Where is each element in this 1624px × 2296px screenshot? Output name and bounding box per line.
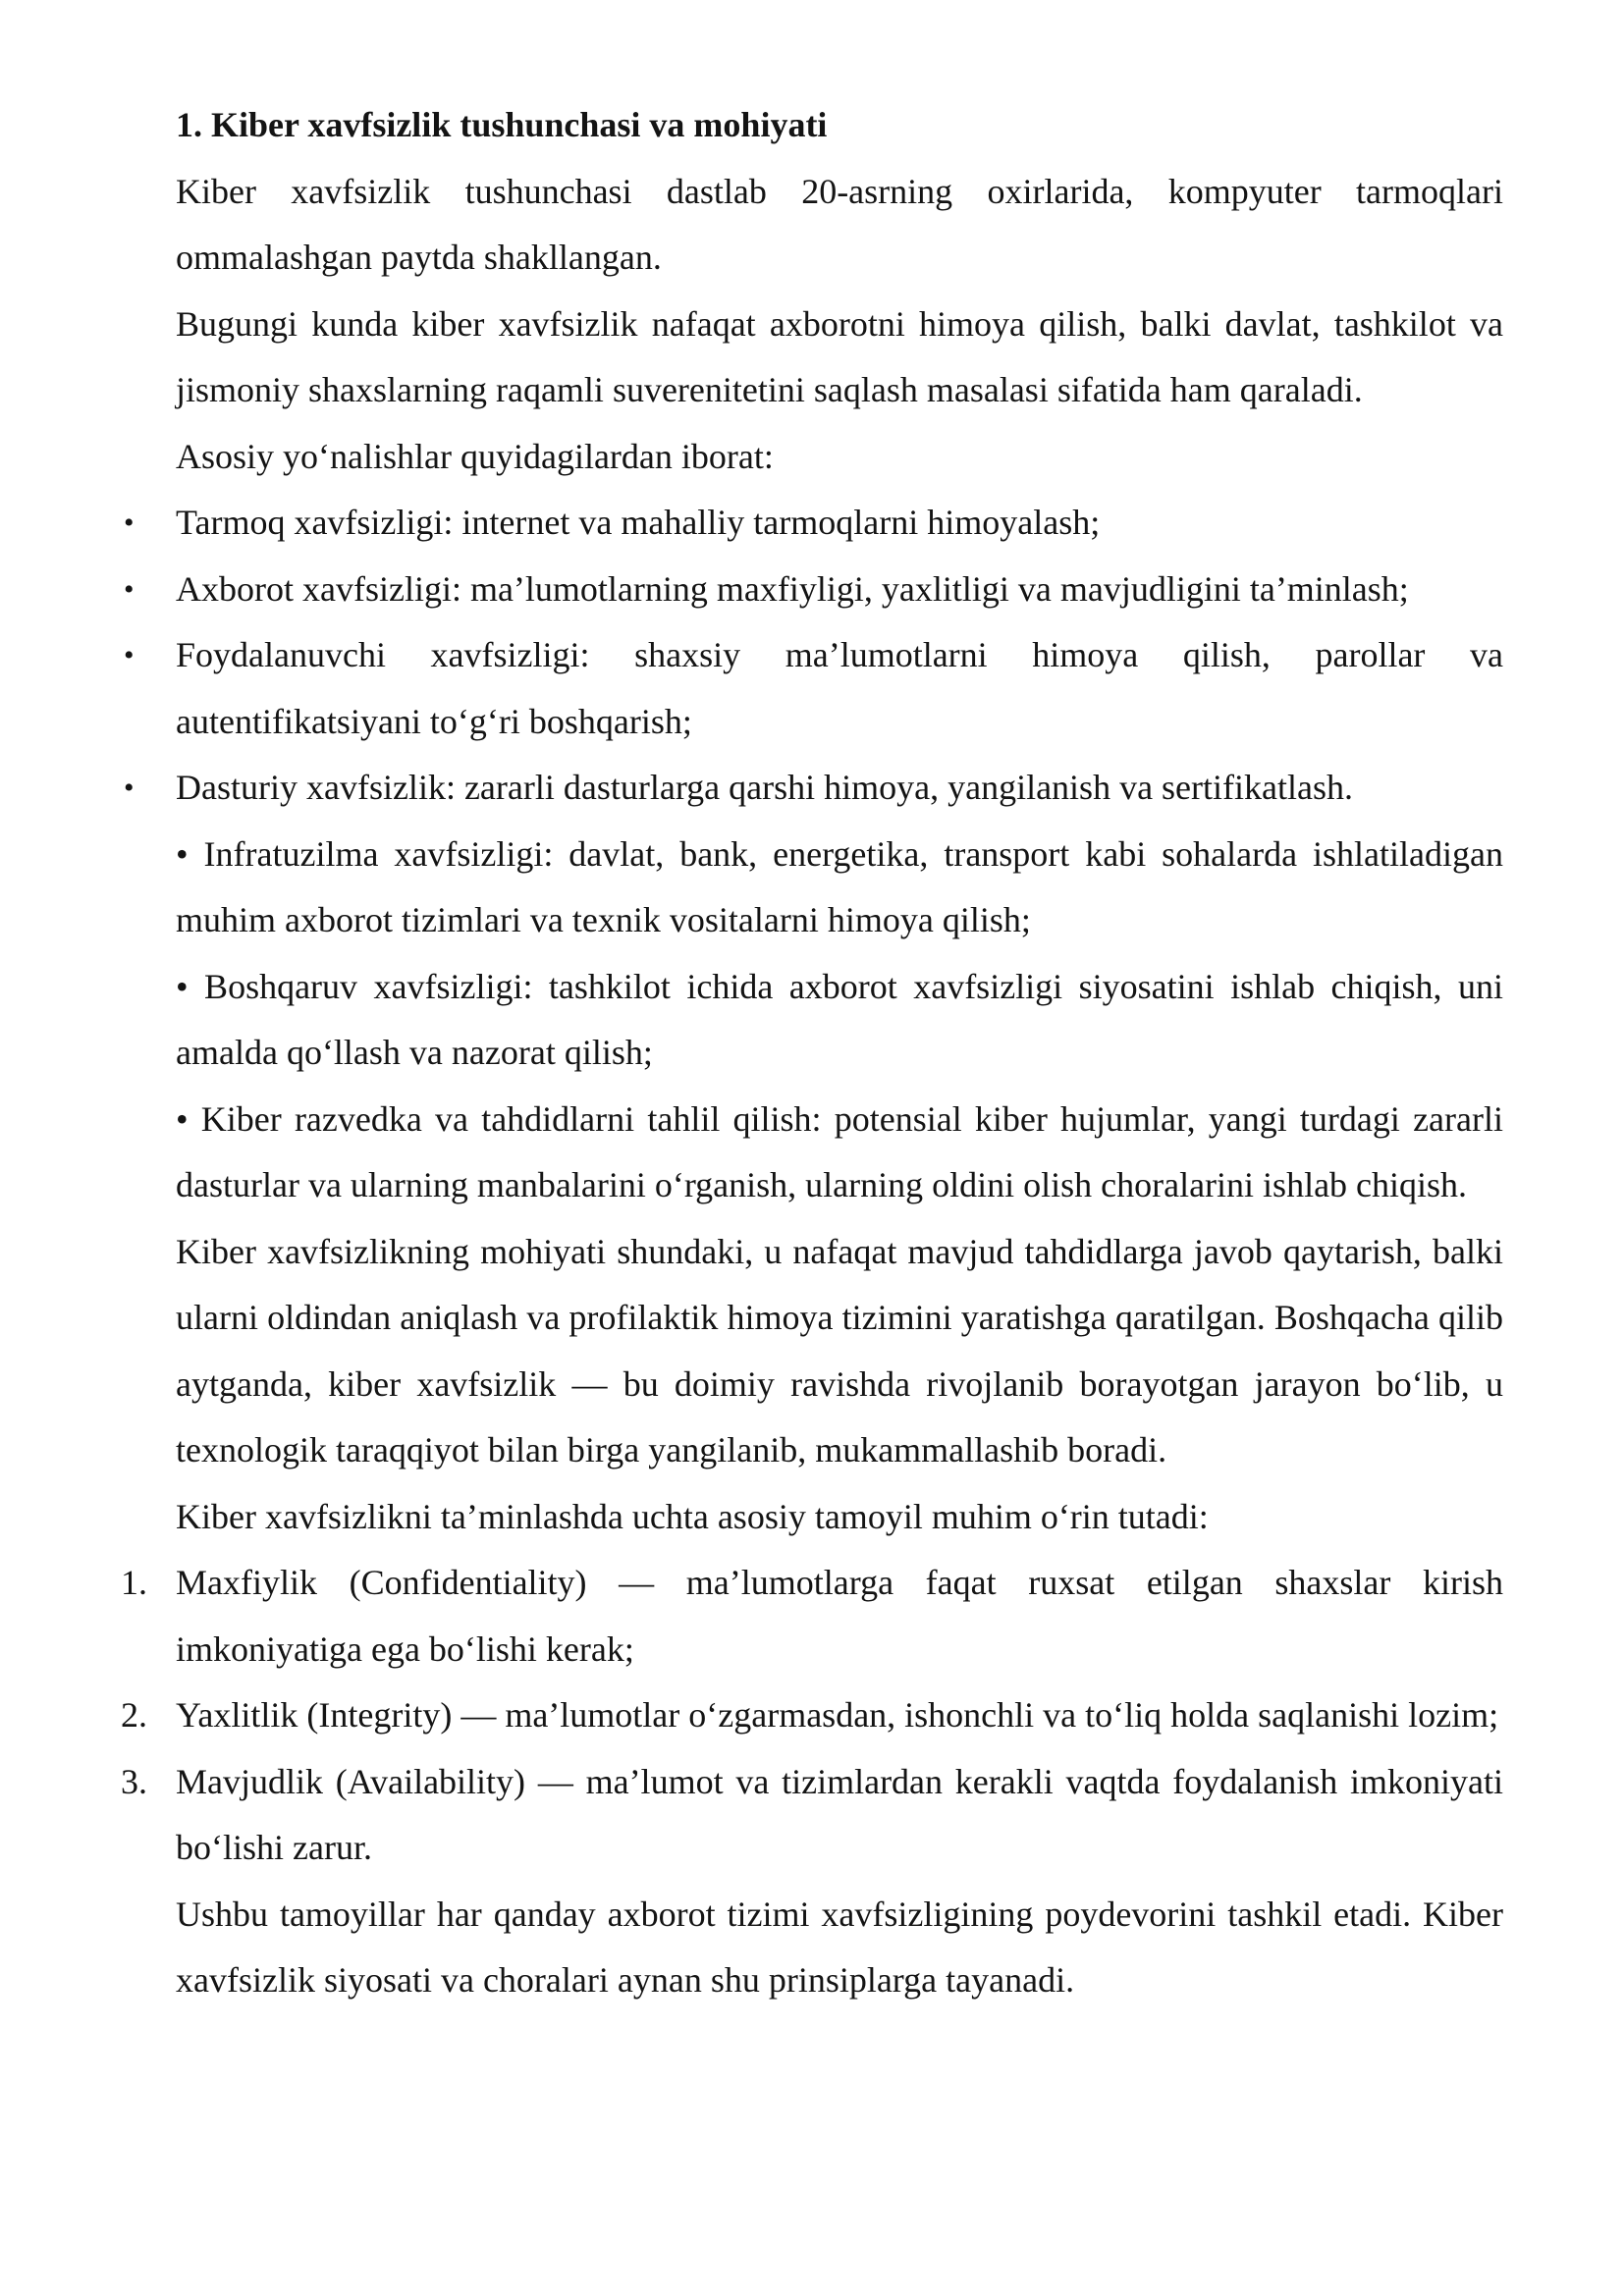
- paragraph-today: Bugungi kunda kiber xavfsizlik nafaqat axborotni himoya qilish, balki davlat, tashkilot va jismoniy shaxslarning raqamli suverenitetini saqlash masalasi sifatida ham qaraladi.: [176, 303, 1503, 409]
- numbered-item: [121, 1749, 1503, 1882]
- section-heading: 1. Kiber xavfsizlik tushunchasi va mohiyati: [176, 105, 828, 144]
- bullet-item: [124, 755, 1503, 822]
- paragraph-directions-intro: Asosiy yo‘nalishlar quyidagilardan iborat:: [176, 436, 774, 476]
- inline-bullet-item: • Kiber razvedka va tahdidlarni tahlil qilish: potensial kiber hujumlar, yangi turdagi zararli dasturlar va ularning manbalarini o‘rganish, ularning oldini olish choralarini ishlab chiqish.: [176, 1098, 1503, 1204]
- item-number: 2.: [121, 1695, 147, 1735]
- bullet-item-text: Foydalanuvchi xavfsizligi: shaxsiy ma’lumotlarni himoya qilish, parollar va autentifikatsiyani to‘g‘ri boshqarish;: [176, 635, 1503, 741]
- numbered-list: [121, 1550, 1503, 1882]
- inline-bullet-item: • Infratuzilma xavfsizligi: davlat, bank, energetika, transport kabi sohalarda ishlatiladigan muhim axborot tizimlari va texnik vositalarni himoya qilish;: [176, 833, 1503, 939]
- bullet-item-text: Tarmoq xavfsizligi: internet va mahalliy tarmoqlarni himoyalash;: [176, 503, 1101, 542]
- numbered-item: [121, 1550, 1503, 1682]
- inline-bullet-list: [176, 822, 1503, 1219]
- bullet-marker: •: [124, 572, 135, 606]
- numbered-item: [121, 1682, 1503, 1749]
- bullet-item: [124, 557, 1503, 623]
- paragraph-conclusion: Ushbu tamoyillar har qanday axborot tizimi xavfsizligining poydevorini tashkil etadi. Kiber xavfsizlik siyosati va choralari aynan shu prinsiplarga tayanadi.: [176, 1894, 1503, 2000]
- bullet-item: [124, 622, 1503, 755]
- paragraph-intro: Kiber xavfsizlik tushunchasi dastlab 20-asrning oxirlarida, kompyuter tarmoqlari ommalashgan paytda shakllangan.: [176, 171, 1503, 277]
- bullet-item-text: Dasturiy xavfsizlik: zararli dasturlarga qarshi himoya, yangilanish va sertifikatlash.: [176, 768, 1353, 807]
- paragraph-principles-intro: Kiber xavfsizlikni ta’minlashda uchta asosiy tamoyil muhim o‘rin tutadi:: [176, 1496, 1209, 1536]
- bullet-marker: •: [124, 507, 135, 539]
- numbered-item-text: Maxfiylik (Confidentiality) — ma’lumotlarga faqat ruxsat etilgan shaxslar kirish imkoniyatiga ega bo‘lishi kerak;: [176, 1563, 1503, 1669]
- numbered-item-text: Yaxlitlik (Integrity) — ma’lumotlar o‘zgarmasdan, ishonchli va to‘liq holda saqlanishi lozim;: [176, 1695, 1499, 1735]
- bullet-list: [124, 490, 1503, 822]
- bullet-item: [124, 490, 1503, 557]
- item-number: 1.: [121, 1563, 147, 1602]
- bullet-marker: •: [124, 639, 135, 671]
- numbered-item-text: Mavjudlik (Availability) — ma’lumot va tizimlardan kerakli vaqtda foydalanish imkoniyati bo‘lishi zarur.: [176, 1761, 1503, 1867]
- item-number: 3.: [121, 1761, 147, 1801]
- document-body: [121, 92, 1503, 2014]
- paragraph-essence: Kiber xavfsizlikning mohiyati shundaki, u nafaqat mavjud tahdidlarga javob qaytarish, balki ularni oldindan aniqlash va profilaktik himoya tizimini yaratishga qaratilgan. Boshqacha qilib aytganda, kiber xavfsizlik — bu doimiy ravishda rivojlanib borayotgan jarayon bo‘lib, u texnologik taraqqiyot bilan birga yangilanib, mukammallashib boradi.: [176, 1231, 1503, 1469]
- bullet-item-text: Axborot xavfsizligi: ma’lumotlarning maxfiyligi, yaxlitligi va mavjudligini ta’minlash;: [176, 568, 1409, 609]
- inline-bullet-item: • Boshqaruv xavfsizligi: tashkilot ichida axborot xavfsizligi siyosatini ishlab chiqish, uni amalda qo‘llash va nazorat qilish;: [176, 966, 1503, 1072]
- bullet-marker: •: [124, 772, 135, 804]
